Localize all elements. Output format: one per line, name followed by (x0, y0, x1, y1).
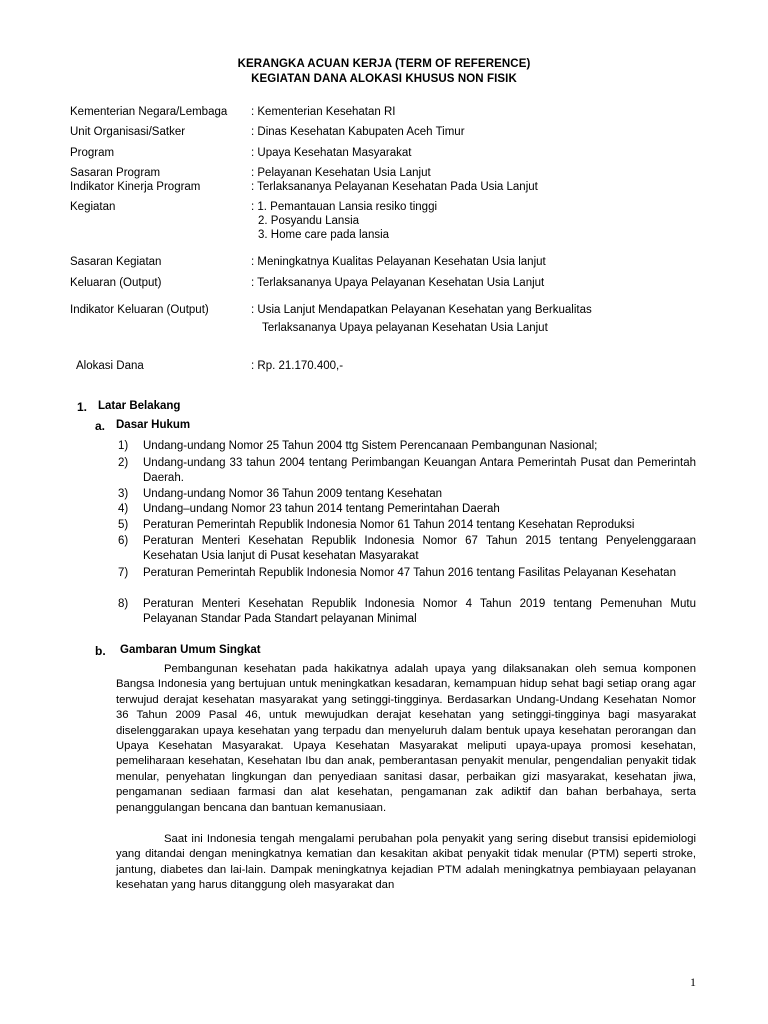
label-indikator-keluaran: Indikator Keluaran (Output) (70, 304, 209, 316)
list-item: 4) Undang–undang Nomor 23 tahun 2014 tentang Pemerintahan Daerah (118, 503, 500, 515)
list-item: 5) Peraturan Pemerintah Republik Indonesia Nomor 61 Tahun 2014 tentang Kesehatan Reproduksi (118, 519, 635, 531)
label-sasaran-kegiatan: Sasaran Kegiatan (70, 256, 162, 268)
label-alokasi: Alokasi Dana (76, 360, 144, 372)
value-kegiatan-2: 2. Posyandu Lansia (258, 215, 360, 227)
value-unit: : Dinas Kesehatan Kabupaten Aceh Timur (251, 126, 465, 138)
subsection-a-title: Dasar Hukum (116, 419, 191, 431)
value-kegiatan-3: 3. Home care pada lansia (258, 229, 390, 241)
label-keluaran: Keluaran (Output) (70, 277, 162, 289)
paragraph-1: Pembangunan kesehatan pada hakikatnya adalah upaya yang dilaksanakan oleh semua komponen Bangsa Indonesia yang bertujuan untuk meningkatkan kesadaran, kemampuan hidup sehat bagi setiap orang agar terwujud derajat kesehatan masyarakat yang setinggi-tingginya. Berdasarkan Undang-Undang Kesehatan Nomor 36 Tahun 2009 Pasal 46, untuk mewujudkan derajat kesehatan yang setinggi-tingginya bagi masyarakat diselenggarakan upaya kesehatan yang terpadu dan menyeluruh dalam bentuk upaya kesehatan perorangan dan Upaya Kesehatan Masyarakat. Upaya Kesehatan Masyarakat meliputi upaya-upaya promosi kesehatan, pemeliharaan kesehatan, Kesehatan Ibu dan anak, pemberantasan penyakit menular, pengendalian penyakit tidak menular, penyehatan lingkungan dan penyediaan sanitasi dasar, perbaikan gizi masyarakat, kesehatan jiwa, pengamanan sediaan farmasi dan alat kesehatan, pengamanan zak adiktif dan bahan berbahaya, serta penanggulangan bencana dan bantuan kemanusiaan. (116, 663, 696, 814)
doc-title-line1: KERANGKA ACUAN KERJA (TERM OF REFERENCE) (237, 58, 531, 70)
list-item: 2) Undang-undang 33 tahun 2004 tentang Perimbangan Keuangan Antara Pemerintah Pusat dan Pemerintah Daerah. (118, 457, 696, 484)
list-item: 8) Peraturan Menteri Kesehatan Republik Indonesia Nomor 4 Tahun 2019 tentang Pemenuhan Mutu Pelayanan Standar Pada Standart pelayanan Minimal (118, 598, 696, 625)
label-kementerian: Kementerian Negara/Lembaga (70, 106, 228, 118)
value-indikator-keluaran-2: Terlaksananya Upaya pelayanan Kesehatan Usia Lanjut (262, 322, 548, 334)
doc-title-line2: KEGIATAN DANA ALOKASI KHUSUS NON FISIK (251, 73, 517, 85)
label-sasaran-program: Sasaran Program (70, 167, 161, 179)
section1-number: 1. (77, 400, 88, 414)
label-unit: Unit Organisasi/Satker (70, 126, 186, 138)
paragraph-2: Saat ini Indonesia tengah mengalami perubahan pola penyakit yang sering disebut transisi epidemiologi yang ditandai dengan meningkatnya kematian dan kesakitan akibat penyakit tidak menular (PTM) seperti stroke, jantung, diabetes dan lai-lain. Dampak meningkatnya kejadian PTM adalah meningkatnya pembiayaan pelayanan kesehatan yang harus ditanggung oleh masyarakat dan (116, 833, 696, 892)
value-kementerian: : Kementerian Kesehatan RI (251, 106, 396, 118)
subsection-b-letter: b. (95, 644, 106, 658)
value-sasaran-program: : Pelayanan Kesehatan Usia Lanjut (251, 167, 431, 179)
value-keluaran: : Terlaksananya Upaya Pelayanan Kesehatan Usia Lanjut (251, 277, 545, 289)
value-indikator-kinerja: : Terlaksananya Pelayanan Kesehatan Pada Usia Lanjut (251, 181, 538, 193)
subsection-b-title: Gambaran Umum Singkat (120, 644, 261, 656)
section1-title: Latar Belakang (98, 400, 181, 412)
value-indikator-keluaran-1: : Usia Lanjut Mendapatkan Pelayanan Kesehatan yang Berkualitas (251, 304, 592, 316)
value-kegiatan-1: : 1. Pemantauan Lansia resiko tinggi (251, 201, 438, 213)
subsection-a-letter: a. (95, 419, 106, 433)
label-program: Program (70, 147, 115, 159)
label-kegiatan: Kegiatan (70, 201, 116, 213)
list-item: 7) Peraturan Pemerintah Republik Indonesia Nomor 47 Tahun 2016 tentang Fasilitas Pelayanan Kesehatan (118, 567, 676, 579)
list-item: 6) Peraturan Menteri Kesehatan Republik Indonesia Nomor 67 Tahun 2015 tentang Penyelenggaraan Kesehatan Usia lanjut di Pusat kesehatan Masyarakat (118, 535, 696, 562)
value-alokasi: : Rp. 21.170.400,- (251, 360, 344, 372)
list-item: 1) Undang-undang Nomor 25 Tahun 2004 ttg Sistem Perencanaan Pembangunan Nasional; (118, 440, 598, 452)
list-item: 3) Undang-undang Nomor 36 Tahun 2009 tentang Kesehatan (118, 488, 443, 500)
value-program: : Upaya Kesehatan Masyarakat (251, 147, 412, 159)
value-sasaran-kegiatan: : Meningkatnya Kualitas Pelayanan Kesehatan Usia lanjut (251, 256, 546, 268)
page-number: 1 (690, 975, 696, 989)
label-indikator-kinerja: Indikator Kinerja Program (70, 181, 201, 193)
